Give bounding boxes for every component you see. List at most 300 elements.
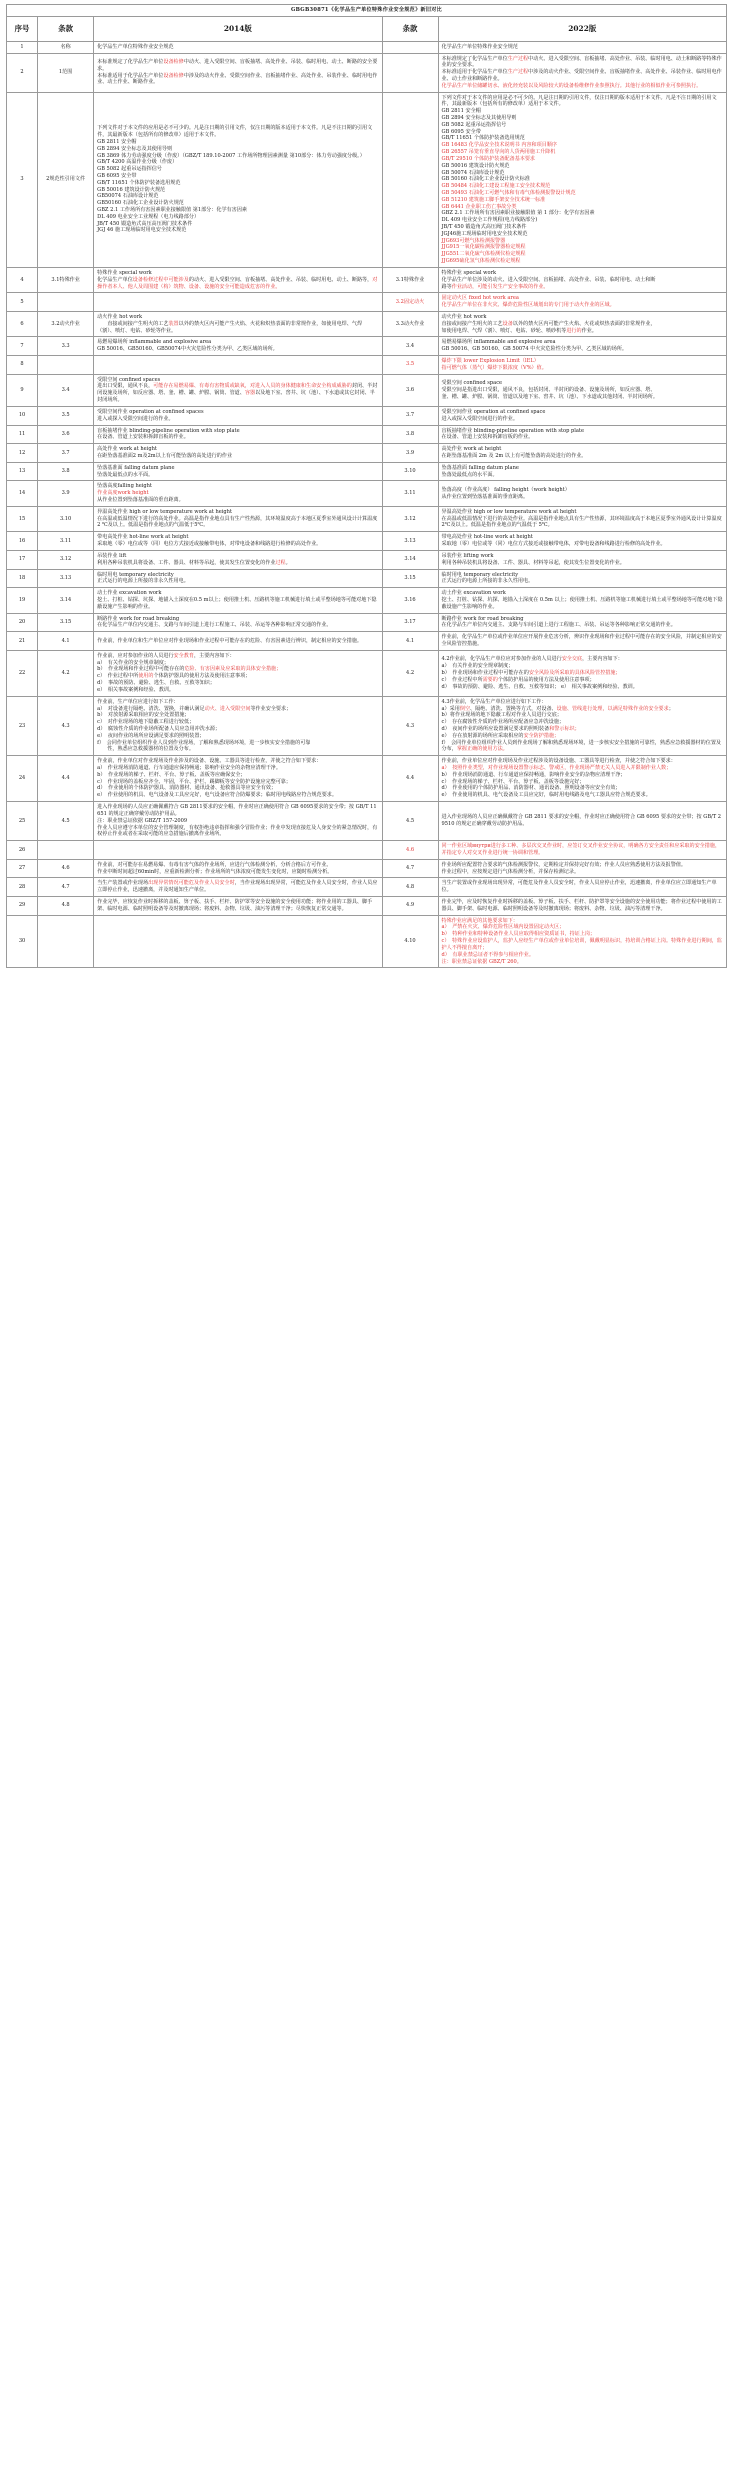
paragraph — [97, 416, 378, 423]
paragraph — [442, 880, 723, 894]
paragraph — [97, 687, 378, 694]
body-text: JB/T 450 锻造角式高压阀门技术条件 — [441, 224, 527, 231]
cell-version-2014-content — [97, 44, 378, 51]
row-number: 22 — [7, 650, 38, 696]
paragraph — [442, 516, 723, 530]
body-text: GB 50160 石油化工企业设计防火标准 — [441, 176, 530, 183]
body-text: 易燃易爆场所 inflammable and explosive area — [97, 339, 212, 346]
body-text: 、隔绝、清洗、置换等方式，对设备、 — [470, 705, 557, 712]
cell-version-2022-content — [442, 918, 723, 966]
paragraph — [97, 699, 378, 706]
cell-version-2014 — [94, 462, 382, 481]
paragraph — [442, 231, 723, 238]
body-text: GB/T 11651 个体防护装备选用规范 — [441, 135, 525, 142]
clause-old: 4.2 — [38, 650, 94, 696]
paragraph — [442, 590, 723, 597]
clause-old: 3.8 — [38, 462, 94, 481]
row-number: 21 — [7, 632, 38, 651]
changed-text: 过程 — [275, 559, 286, 566]
table-row — [7, 756, 727, 802]
cell-version-2022-content — [442, 509, 723, 529]
changed-text: 倒空 — [459, 705, 471, 712]
changed-text: 设备检修 — [163, 72, 184, 79]
paragraph — [442, 938, 723, 952]
paragraph — [442, 952, 723, 959]
cell-version-2014-content — [97, 899, 378, 913]
table-row — [7, 550, 727, 569]
changed-text: c） 特殊作业应设监护人，监护人应经生产单位或作业单位培训，佩戴明显标识，持培训合格证上岗。特殊作业进行期间，监护人不得擅自离开； — [441, 938, 722, 951]
cell-version-2014-content — [97, 699, 378, 754]
body-text: 性，熟悉应急救援器材的位置及分布。 — [97, 746, 194, 753]
body-text: b）将作业现场的地下隐蔽工程对作业人员进行交底； — [441, 712, 562, 719]
body-text: 进入作业现场的人员应正确佩戴符合 GB 2811 要求的安全帽，作业时应正确使用符合 GB 6095 要求的安全带；按 GB/T 29510 的规定正确穿戴劳动防护用品。 — [441, 814, 722, 828]
cell-version-2022 — [438, 481, 726, 506]
paragraph — [442, 258, 723, 265]
row-number: 9 — [7, 374, 38, 406]
clause-old: 名称 — [38, 41, 94, 53]
changed-text: 同一作业区域внутри进行多工种、多层次交叉作业时，应签订交叉作业安全协议，明确各方安全责任和应采取的安全措施，并指定专人对交叉作业进行统一协调和管理。 — [441, 843, 721, 856]
paragraph — [97, 733, 378, 740]
body-text: b） 作业现场的梯子、栏杆、平台、箅子板、盖板等应确保安全； — [97, 771, 246, 778]
table-row — [7, 293, 727, 312]
changed-text: 可能存在易燃易爆、有毒有害物质或缺氧，对进入人员的身体健康和生命安全构成威胁的 — [153, 383, 352, 390]
document-page — [0, 0, 733, 974]
body-text: 中动火、进入受限空间、盲板抽堵、高处作业、吊装、临时用电、动土、断路的安全要求。 — [97, 58, 378, 72]
changed-text: 危险、有害因素及应采取的具体安全措施； — [184, 666, 282, 673]
clause-old — [38, 293, 94, 312]
row-number: 19 — [7, 588, 38, 613]
body-text: 受限空间 confined space — [441, 380, 503, 387]
cell-version-2014 — [94, 841, 382, 860]
paragraph — [442, 634, 723, 648]
paragraph — [442, 284, 723, 291]
paragraph — [442, 560, 723, 567]
body-text: JB/T 450 锻造角式高压高压阀门技术条件 — [97, 220, 193, 227]
body-text: 直接或间接产生明火的工艺 — [97, 320, 169, 327]
row-number: 25 — [7, 802, 38, 841]
comparison-table — [6, 4, 727, 968]
clause-old: 4.6 — [38, 859, 94, 878]
body-text: a）采用 — [441, 705, 460, 712]
clause-new: 3.9 — [382, 444, 438, 463]
body-text: 如使用电焊、气焊（割）、喷灯、电钻、砂轮、喷砂机等 — [441, 327, 567, 334]
changed-text: 进行的 — [566, 327, 582, 334]
body-text: GB 5082 起重吊运指挥信号 — [441, 121, 507, 128]
body-text: c） 对作业现场的地下隐蔽工程进行较低； — [97, 719, 195, 726]
paragraph — [442, 740, 723, 754]
body-text: 注：职业禁忌证依据 GBZ/T 157-2009 — [97, 817, 188, 824]
changed-text: GB 6441 企业职工伤亡事故分类 — [441, 203, 517, 210]
body-text: GB 50016 建筑设计防火规范 — [441, 162, 510, 169]
clause-old — [38, 915, 94, 968]
paragraph — [442, 321, 723, 328]
body-text: 下列文件对于本文件的应用是必不可少的。凡是注日期的引用文件，仅注日期的版本适用于本文件。凡是不注日期的引用文件，其最新版本（包括所有的修改单）适用于本文件。 — [441, 94, 717, 108]
clause-new: 3.12 — [382, 506, 438, 531]
row-number: 30 — [7, 915, 38, 968]
paragraph — [442, 578, 723, 585]
cell-version-2022 — [438, 92, 726, 267]
cell-version-2014-content — [97, 409, 378, 423]
body-text: d） 夜间作业的场所应设置满足要求的照明装备 — [441, 725, 550, 732]
table-row — [7, 337, 727, 356]
changed-text: 化学品生产单位储罐切水、液化烃充装以及风险较大的设备检维修作业参照执行。其他行业的相似作业可参照执行。 — [441, 82, 702, 89]
paragraph — [442, 765, 723, 772]
paragraph — [442, 733, 723, 740]
cell-version-2014-content — [97, 880, 378, 894]
body-text: 下列文件对于本文件的应用是必不可少的。凡是注日期的引用文件，仅注日期的版本适用于本文件。凡是不注日期的引用文件，其最新版本（包括所有的修改单）适用于本文件。 — [97, 125, 373, 139]
table-row — [7, 650, 727, 696]
paragraph — [97, 804, 378, 818]
paragraph — [442, 622, 723, 629]
paragraph — [97, 638, 378, 645]
changed-text: a） 严禁在火灾、爆炸危险性区域内设置固定动火区； — [441, 924, 565, 931]
clause-new: 4.9 — [382, 897, 438, 916]
paragraph — [97, 560, 378, 567]
clause-old: 3.9 — [38, 481, 94, 506]
clause-new: 3.17 — [382, 613, 438, 632]
header-no: 序号 — [7, 16, 38, 41]
paragraph — [97, 277, 378, 291]
body-text: GB 50016、GB 50160、GB 50074 中火灾危险性分类为甲、乙类区域的场所。 — [441, 346, 628, 353]
changed-text: 生产过程 — [507, 55, 529, 62]
body-text: 受限空间作业 operation at confined spaces — [97, 408, 204, 415]
changed-text: 安全交底 — [561, 656, 583, 663]
clause-new: 4.7 — [382, 859, 438, 878]
cell-version-2014-content — [97, 270, 378, 290]
body-text: GB/T 11651 个体防护装备选用规范 — [97, 179, 181, 186]
cell-version-2022 — [438, 915, 726, 968]
row-number: 6 — [7, 311, 38, 336]
body-text: 正式运行的电源上所接的非永久性用电。 — [441, 578, 534, 585]
paragraph — [442, 843, 723, 857]
body-text: 从作业位置到坠落基准面的垂直距离。 — [441, 493, 529, 500]
changed-text: 动火、进入受限空间 — [204, 705, 251, 712]
table-row — [7, 569, 727, 588]
cell-version-2022 — [438, 859, 726, 878]
body-text: 的动火、进入受限空间、盲板抽堵、高处作业、吊装、临时用电、动土、断路等， — [188, 276, 373, 283]
body-text: 受限空间 confined spaces — [97, 376, 161, 383]
row-number: 20 — [7, 613, 38, 632]
paragraph — [442, 434, 723, 441]
paragraph — [97, 541, 378, 548]
cell-version-2022-content — [442, 295, 723, 309]
body-text: 化学品生产单位特殊作业安全规范 — [97, 43, 174, 50]
cell-version-2014-content — [97, 616, 378, 630]
body-text: GB 50016 建筑设计防火规范 — [97, 186, 166, 193]
body-text: 坠落处最低点的水平面。 — [441, 471, 498, 478]
cell-version-2014 — [94, 915, 382, 968]
paragraph — [97, 270, 378, 277]
paragraph — [97, 73, 378, 87]
table-row — [7, 92, 727, 267]
body-text: 作业场所应配置符合要求的气体检测报警仪，定期检定并保持完好有效；作业人员应熟悉使用方法及报警值。 — [441, 861, 687, 868]
changed-text: GB 50484 石油化工建设工程施工安全技术规范 — [441, 183, 551, 190]
clause-new: 3.10 — [382, 462, 438, 481]
paragraph — [97, 792, 378, 799]
cell-version-2022 — [438, 650, 726, 696]
clause-old: 2规范性引用文件 — [38, 92, 94, 267]
body-text: 个体防护用品的使用方法及使用注意事项； — [497, 676, 595, 683]
body-text: 临时用电 temporary electricity — [441, 571, 519, 578]
cell-version-2014-content — [97, 339, 378, 353]
cell-version-2022-content — [442, 409, 723, 423]
paragraph — [442, 814, 723, 828]
paragraph — [97, 314, 378, 321]
body-text: 特殊作业 special work — [441, 269, 497, 276]
row-number: 8 — [7, 356, 38, 375]
clause-old: 3.13 — [38, 569, 94, 588]
body-text: 当生产装置或作业现场 — [97, 880, 149, 887]
cell-version-2014 — [94, 267, 382, 292]
clause-new — [382, 92, 438, 267]
cell-version-2022-content — [442, 487, 723, 501]
cell-version-2014-content — [97, 758, 378, 799]
clause-new: 3.3动火作业 — [382, 311, 438, 336]
body-text: 作业前，作业单位应对作业现场及作业过程涉及的设备设施、工器具等进行检查，并使之符合如下要求： — [441, 758, 676, 765]
clause-old: 1范围 — [38, 53, 94, 92]
body-text: 坠落高度falling height — [97, 483, 152, 490]
paragraph — [442, 387, 723, 394]
body-text: 利用各种吊装机具将设备、工件、器具、材料等吊起，使其发生位置变化的作业 — [97, 559, 276, 566]
changed-text: 装置 — [168, 320, 179, 327]
clause-old: 3.11 — [38, 532, 94, 551]
body-text: a） 对设备进行隔绝、清洗、置换，并确认满足 — [97, 705, 205, 712]
paragraph — [97, 321, 378, 335]
changed-text: 生产过程 — [507, 69, 529, 76]
body-text: e） 作业使用的机具、电气设备及工具应完好，临时用电线路及电气工器具应符合规范要求。 — [441, 792, 651, 799]
paragraph — [442, 115, 723, 122]
cell-version-2022 — [438, 532, 726, 551]
table-row — [7, 696, 727, 756]
changed-text: 出现异常情况可能危及作业人员安全时 — [148, 880, 235, 887]
paragraph — [442, 69, 723, 83]
clause-new: 4.6 — [382, 841, 438, 860]
paragraph — [442, 416, 723, 423]
clause-new: 4.5 — [382, 802, 438, 841]
cell-version-2014 — [94, 374, 382, 406]
cell-version-2014 — [94, 506, 382, 531]
body-text: 作业前，应对参加作业的人员进行 — [97, 652, 174, 659]
cell-version-2022-content — [442, 758, 723, 799]
table-row — [7, 915, 727, 968]
clause-old: 3.10 — [38, 506, 94, 531]
paragraph — [97, 214, 378, 221]
table-row — [7, 613, 727, 632]
body-text: 作业前，作业单位对作业现场及作业涉及的设备、设施、工器具等进行检查，并使之符合如下要求： — [97, 758, 322, 765]
changed-text: JJG915一氧化碳检测报警器检定规程 — [441, 244, 526, 251]
cell-version-2022-content — [442, 465, 723, 479]
body-text: 4.2作业前，化学品生产单位应对参加作业的人员进行 — [441, 656, 562, 663]
cell-version-2014-content — [97, 509, 378, 529]
cell-version-2022 — [438, 841, 726, 860]
body-text: d） 事故的预防、避险、逃生、自救、互救等知识； — [97, 680, 215, 687]
paragraph — [97, 553, 378, 560]
body-text: 临时用电 temporary electricity — [97, 571, 174, 578]
paragraph — [442, 597, 723, 611]
paragraph — [442, 122, 723, 129]
clause-old — [38, 356, 94, 375]
paragraph — [97, 653, 378, 660]
paragraph — [442, 487, 723, 494]
changed-text: 容器 — [244, 390, 256, 397]
body-text: 化学品生产单位 — [97, 276, 133, 283]
cell-version-2022-content — [442, 428, 723, 442]
body-text: 中动火、进入受限空间、盲板抽堵、高处作业、吊装、临时用电、动土和断路等特殊作业的安全要求。 — [441, 55, 722, 69]
body-text: e） 存在放射源的场所应采取相应的 — [441, 732, 524, 739]
cell-version-2014 — [94, 878, 382, 897]
cell-version-2014 — [94, 613, 382, 632]
table-row — [7, 374, 727, 406]
clause-new: 3.13 — [382, 532, 438, 551]
paragraph — [97, 180, 378, 187]
table-header-row — [7, 16, 727, 41]
cell-version-2014-content — [97, 377, 378, 404]
body-text: GB 2811 安全帽 — [441, 108, 481, 115]
row-number: 14 — [7, 481, 38, 506]
cell-version-2022 — [438, 696, 726, 756]
body-text: 吊装作业 lift — [97, 552, 127, 559]
paragraph — [97, 383, 378, 403]
cell-version-2022-content — [442, 814, 723, 828]
cell-version-2014 — [94, 406, 382, 425]
cell-version-2022 — [438, 897, 726, 916]
body-text: GB50160 石油化工企业设计防火规范 — [97, 200, 184, 207]
body-text: d） 作业使用的个体防护器具、消防器材、通讯设备、抢救器具等应安全有效； — [97, 785, 277, 792]
body-text: 作业完毕，应恢复作业时拆移的盖板、箅子板、扶手、栏杆、防护罩等安全设施的安全使用功能；将作业用的工器具、脚手架、临时电源、临时照明设备等及时撤离现场；将废料、杂物、垃圾、油污等清理干净；尽快恢复正常交通等。 — [97, 899, 373, 912]
paragraph — [442, 541, 723, 548]
body-text: 动火作业 hot work — [441, 313, 487, 320]
paragraph — [442, 95, 723, 109]
cell-version-2014 — [94, 425, 382, 444]
changed-text: 和警示标识； — [549, 725, 580, 732]
body-text: d） 事故的预防、避险、逃生、自救、互救等知识； e） 相关事故案例和经验、教训。 — [441, 683, 638, 690]
cell-version-2022 — [438, 293, 726, 312]
row-number: 26 — [7, 841, 38, 860]
header-clause-old: 条款 — [38, 16, 94, 41]
row-number: 5 — [7, 293, 38, 312]
paragraph — [97, 139, 378, 146]
paragraph — [442, 380, 723, 387]
paragraph — [442, 663, 723, 670]
cell-version-2014-content — [97, 553, 378, 567]
cell-version-2014-content — [97, 804, 378, 838]
clause-new: 3.11 — [382, 481, 438, 506]
cell-version-2022 — [438, 550, 726, 569]
clause-old: 3.3 — [38, 337, 94, 356]
cell-version-2022-content — [442, 446, 723, 460]
cell-version-2022-content — [442, 616, 723, 630]
cell-version-2014 — [94, 92, 382, 267]
body-text: 易燃易爆场所 inflammable and explosive area — [441, 339, 556, 346]
table-row — [7, 481, 727, 506]
row-number: 29 — [7, 897, 38, 916]
cell-version-2014 — [94, 802, 382, 841]
table-row — [7, 462, 727, 481]
body-text: 挖土、打桩、钻探、坑探、地锚入土深度在0.5 m以上；使用推土机、压路机等施工机械进行填土或平整场地等可能对地下隐蔽设施产生影响的作业。 — [97, 596, 377, 610]
paragraph — [97, 166, 378, 173]
body-text: f） 会同作业单位组织作业人员到作业现场，了解和熟悉现场环境，进一步核实安全措施的可靠 — [97, 739, 311, 746]
body-text: 在化学品生产单位内交通主、支路与车间引道上进行工程施工、吊装、吊运等各种影响正常交通的作业。 — [441, 622, 676, 629]
changed-text: 注：职业禁忌证依据 GBZ/T 260。 — [441, 958, 522, 965]
cell-version-2014 — [94, 756, 382, 802]
cell-version-2014 — [94, 356, 382, 375]
table-row — [7, 841, 727, 860]
cell-version-2022-content — [442, 44, 723, 51]
cell-version-2022-content — [442, 339, 723, 353]
paragraph — [442, 83, 723, 90]
paragraph — [442, 719, 723, 726]
cell-version-2014 — [94, 53, 382, 92]
body-text: 坠落处最低点的水平面。 — [97, 471, 154, 478]
body-text: 进出口受限，通风不良， — [97, 383, 154, 390]
paragraph — [442, 959, 723, 966]
paragraph — [97, 409, 378, 416]
changed-text: GB 26557 吊笼有垂直导向的人货两用施工升降机 — [441, 149, 556, 156]
body-text: 从作业位置到坠落基准面的垂直距离。 — [97, 497, 184, 504]
body-text: GB/T 4200 高温作业分级（作废） — [97, 159, 178, 166]
body-text: d） 腐蚀性介质的作业场所配备人员应急用冲洗水源； — [97, 725, 221, 732]
table-row — [7, 53, 727, 92]
body-text: b） 作业现场和作业过程中可能存在的 — [441, 669, 529, 676]
body-text: 作业。 — [581, 327, 597, 334]
cell-version-2022 — [438, 53, 726, 92]
body-text: b） 作业现场消防通道、行车通道应保持畅通，影响作业安全的杂物应清理干净； — [441, 771, 626, 778]
cell-version-2014 — [94, 588, 382, 613]
row-number: 12 — [7, 444, 38, 463]
paragraph — [442, 56, 723, 70]
cell-version-2022-content — [442, 95, 723, 265]
clause-new: 3.2固定动火 — [382, 293, 438, 312]
paragraph — [97, 346, 378, 353]
body-text: a） 有关作业的安全规章制度； — [97, 659, 169, 666]
body-text: 。 — [285, 559, 291, 566]
row-number: 24 — [7, 756, 38, 802]
changed-text: 设备 — [502, 320, 513, 327]
clause-old: 3.1特殊作业 — [38, 267, 94, 292]
paragraph — [97, 880, 378, 894]
body-text: 高处作业 work at height — [441, 446, 502, 453]
changed-text: 作业活动，可能引发生产安全事故的作业。 — [451, 283, 549, 290]
body-text: 在高温或低温情况下进行的高处作业。高温是指作业地点具有生产性热源，其环境温度高于本地区夏季室外通风设计计算温度2 ℃及以上。低温是指作业地点的气温低于5℃。 — [97, 515, 378, 529]
body-text: c） 作业过程中所 — [97, 673, 139, 680]
paragraph — [97, 200, 378, 207]
changed-text: 安全风险及所采取的具体风险管控措施； — [528, 669, 621, 676]
cell-version-2014-content — [97, 428, 378, 442]
table-row — [7, 311, 727, 336]
changed-text: 指可燃气体（蒸气）爆炸下限浓度（V%）值。 — [441, 364, 547, 371]
row-number: 11 — [7, 425, 38, 444]
paragraph — [97, 465, 378, 472]
body-text: 高处作业 work at height — [97, 446, 157, 453]
body-text: DL 409 电业安全工作规程(电力线路部分) — [441, 217, 538, 224]
body-text: 路等 — [441, 283, 452, 290]
header-version-2014: 2014版 — [94, 16, 382, 41]
body-text: GB 2894 安全标志及其使用导则 — [97, 145, 173, 152]
paragraph — [442, 149, 723, 156]
cell-version-2022 — [438, 462, 726, 481]
changed-text: GB 50493 石油化工可燃气体和有毒气体检测报警设计规范 — [441, 189, 576, 196]
cell-version-2014 — [94, 696, 382, 756]
paragraph — [442, 270, 723, 277]
cell-version-2022 — [438, 506, 726, 531]
body-text: a） 作业现场消防通道、行车通道应保持畅通；影响作业安全的杂物应清理干净。 — [97, 765, 281, 772]
body-text: 本标准规定了化学品生产单位 — [97, 58, 164, 65]
paragraph — [97, 818, 378, 825]
changed-text: 特殊作业应满足的其他要求如下： — [441, 917, 518, 924]
cell-version-2014-content — [97, 572, 378, 586]
paragraph — [97, 446, 378, 453]
body-text: 作业前，作业单位和生产单位应对作业现场和作业过程中可能存在的危险、有害因素进行辨识，制定相应的安全措施。 — [97, 637, 363, 644]
